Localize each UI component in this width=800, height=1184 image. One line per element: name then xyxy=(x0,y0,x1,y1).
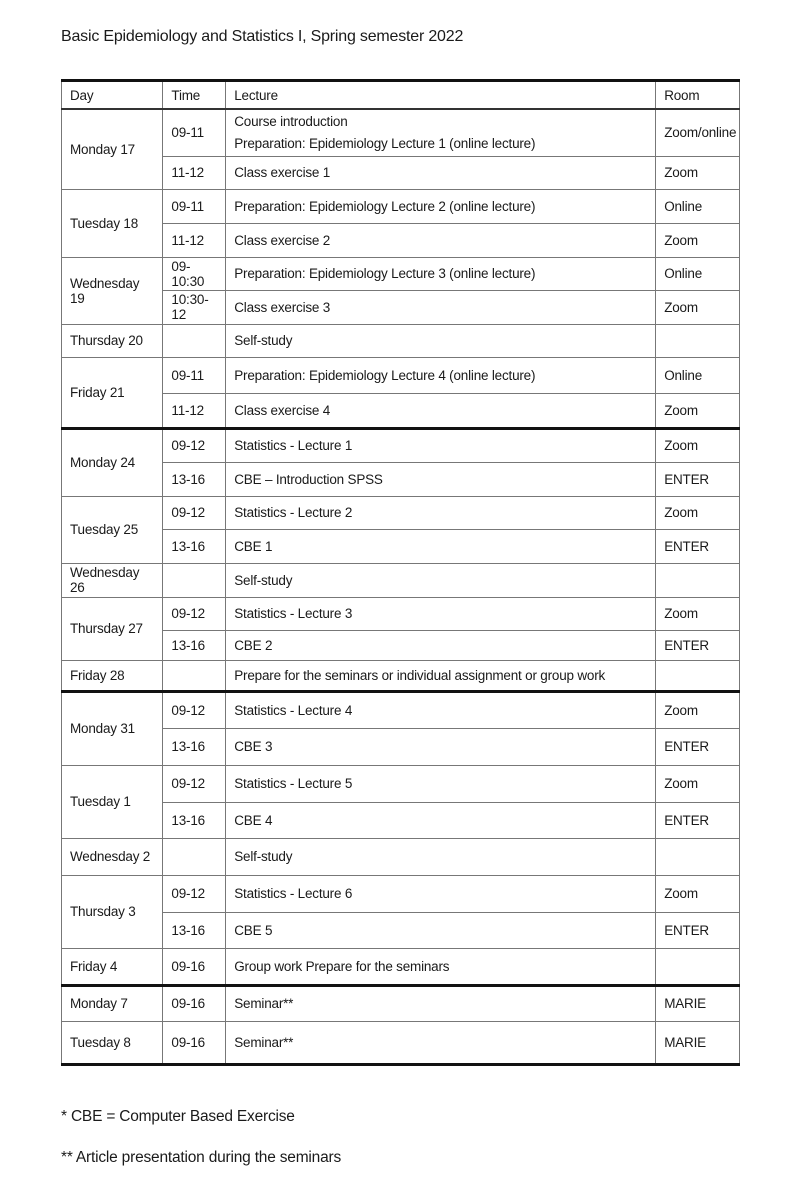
room-cell xyxy=(656,660,740,691)
time-cell: 11-12 xyxy=(163,393,226,428)
lecture-cell: Statistics - Lecture 4 xyxy=(226,691,656,728)
room-cell: ENTER xyxy=(656,529,740,563)
time-cell: 09-11 xyxy=(163,357,226,393)
time-cell: 11-12 xyxy=(163,223,226,257)
time-cell: 13-16 xyxy=(163,728,226,765)
table-row xyxy=(62,109,740,156)
room-cell: ENTER xyxy=(656,802,740,838)
room-cell: Zoom/online xyxy=(656,109,740,156)
table-row xyxy=(62,630,740,660)
day-cell: Wednesday 2 xyxy=(62,838,163,875)
table-row xyxy=(62,597,740,630)
day-cell: Monday 31 xyxy=(62,691,163,765)
table-row xyxy=(62,765,740,802)
room-cell: Online xyxy=(656,257,740,290)
lecture-cell: Class exercise 4 xyxy=(226,393,656,428)
footnote-seminar: ** Article presentation during the seminars xyxy=(61,1149,342,1166)
schedule-table xyxy=(61,79,740,1066)
table-row xyxy=(62,393,740,428)
time-cell: 10:30-12 xyxy=(163,290,226,324)
lecture-cell: Statistics - Lecture 5 xyxy=(226,765,656,802)
lecture-cell: CBE – Introduction SPSS xyxy=(226,462,656,496)
time-cell: 09-12 xyxy=(163,875,226,912)
room-cell: Zoom xyxy=(656,597,740,630)
time-cell: 09-16 xyxy=(163,948,226,985)
time-cell: 11-12 xyxy=(163,156,226,189)
lecture-cell: Prepare for the seminars or individual assignment or group work xyxy=(226,660,656,691)
time-cell: 09-12 xyxy=(163,691,226,728)
lecture-cell: CBE 3 xyxy=(226,728,656,765)
table-header-row xyxy=(62,81,740,110)
day-cell: Wednesday 19 xyxy=(62,257,163,324)
lecture-cell: Class exercise 1 xyxy=(226,156,656,189)
table-row xyxy=(62,563,740,597)
table-row xyxy=(62,357,740,393)
time-cell: 09-12 xyxy=(163,597,226,630)
table-row xyxy=(62,838,740,875)
table-row xyxy=(62,802,740,838)
time-cell: 09-12 xyxy=(163,496,226,529)
day-cell: Wednesday 26 xyxy=(62,563,163,597)
lecture-cell xyxy=(226,109,656,156)
room-cell: ENTER xyxy=(656,728,740,765)
day-cell: Monday 24 xyxy=(62,428,163,496)
lecture-cell: Seminar** xyxy=(226,985,656,1021)
time-cell: 09-12 xyxy=(163,428,226,462)
room-cell: Zoom xyxy=(656,393,740,428)
table-row xyxy=(62,462,740,496)
room-cell xyxy=(656,563,740,597)
table-row xyxy=(62,290,740,324)
room-cell: Zoom xyxy=(656,496,740,529)
time-cell xyxy=(163,838,226,875)
room-cell: Online xyxy=(656,357,740,393)
lecture-cell: Group work Prepare for the seminars xyxy=(226,948,656,985)
table-row xyxy=(62,496,740,529)
table-row xyxy=(62,257,740,290)
lecture-cell: Statistics - Lecture 2 xyxy=(226,496,656,529)
time-cell: 09-16 xyxy=(163,1021,226,1064)
table-row xyxy=(62,189,740,223)
time-cell xyxy=(163,324,226,357)
time-cell: 13-16 xyxy=(163,462,226,496)
room-cell: MARIE xyxy=(656,1021,740,1064)
room-cell: MARIE xyxy=(656,985,740,1021)
lecture-cell: CBE 2 xyxy=(226,630,656,660)
lecture-cell: Preparation: Epidemiology Lecture 4 (online lecture) xyxy=(226,357,656,393)
table-row xyxy=(62,529,740,563)
lecture-cell: Class exercise 2 xyxy=(226,223,656,257)
table-row xyxy=(62,912,740,948)
room-cell: Zoom xyxy=(656,156,740,189)
table-row xyxy=(62,875,740,912)
lecture-line: Preparation: Epidemiology Lecture 1 (online lecture) xyxy=(234,135,536,151)
lecture-cell: Statistics - Lecture 1 xyxy=(226,428,656,462)
room-cell: ENTER xyxy=(656,630,740,660)
table-row xyxy=(62,728,740,765)
room-cell xyxy=(656,948,740,985)
lecture-cell: Self-study xyxy=(226,563,656,597)
room-cell: Zoom xyxy=(656,428,740,462)
table-row xyxy=(62,156,740,189)
time-cell: 09-12 xyxy=(163,765,226,802)
lecture-cell: Self-study xyxy=(226,838,656,875)
day-cell: Tuesday 25 xyxy=(62,496,163,563)
time-cell: 13-16 xyxy=(163,912,226,948)
day-cell: Thursday 20 xyxy=(62,324,163,357)
lecture-cell: CBE 1 xyxy=(226,529,656,563)
room-cell xyxy=(656,838,740,875)
header-time: Time xyxy=(163,81,226,110)
lecture-cell: Seminar** xyxy=(226,1021,656,1064)
day-cell: Tuesday 1 xyxy=(62,765,163,838)
lecture-cell: CBE 5 xyxy=(226,912,656,948)
room-cell: Online xyxy=(656,189,740,223)
time-cell xyxy=(163,660,226,691)
header-day: Day xyxy=(62,81,163,110)
day-cell: Monday 17 xyxy=(62,109,163,189)
lecture-cell: Preparation: Epidemiology Lecture 3 (online lecture) xyxy=(226,257,656,290)
room-cell: ENTER xyxy=(656,462,740,496)
room-cell: Zoom xyxy=(656,223,740,257)
table-row xyxy=(62,223,740,257)
room-cell: Zoom xyxy=(656,691,740,728)
room-cell: Zoom xyxy=(656,765,740,802)
day-cell: Tuesday 18 xyxy=(62,189,163,257)
table-row xyxy=(62,1021,740,1064)
lecture-cell: Self-study xyxy=(226,324,656,357)
day-cell: Tuesday 8 xyxy=(62,1021,163,1064)
room-cell: Zoom xyxy=(656,875,740,912)
table-row xyxy=(62,948,740,985)
table-row xyxy=(62,428,740,462)
day-cell: Thursday 27 xyxy=(62,597,163,660)
day-cell: Friday 28 xyxy=(62,660,163,691)
lecture-line: Course introduction xyxy=(234,113,348,129)
lecture-cell: Class exercise 3 xyxy=(226,290,656,324)
day-cell: Friday 4 xyxy=(62,948,163,985)
lecture-cell: CBE 4 xyxy=(226,802,656,838)
document-title: Basic Epidemiology and Statistics I, Spring semester 2022 xyxy=(61,28,464,45)
header-room: Room xyxy=(656,81,740,110)
time-cell: 09-16 xyxy=(163,985,226,1021)
header-lecture: Lecture xyxy=(226,81,656,110)
table-row xyxy=(62,660,740,691)
time-cell: 09-11 xyxy=(163,189,226,223)
table-row xyxy=(62,985,740,1021)
room-cell: Zoom xyxy=(656,290,740,324)
room-cell: ENTER xyxy=(656,912,740,948)
time-cell: 13-16 xyxy=(163,529,226,563)
day-cell: Monday 7 xyxy=(62,985,163,1021)
day-cell: Friday 21 xyxy=(62,357,163,428)
lecture-cell: Preparation: Epidemiology Lecture 2 (online lecture) xyxy=(226,189,656,223)
time-cell: 13-16 xyxy=(163,802,226,838)
lecture-cell: Statistics - Lecture 6 xyxy=(226,875,656,912)
time-cell: 13-16 xyxy=(163,630,226,660)
room-cell xyxy=(656,324,740,357)
lecture-cell: Statistics - Lecture 3 xyxy=(226,597,656,630)
table-row xyxy=(62,691,740,728)
table-row xyxy=(62,324,740,357)
time-cell: 09-11 xyxy=(163,109,226,156)
footnote-cbe: * CBE = Computer Based Exercise xyxy=(61,1108,295,1125)
day-cell: Thursday 3 xyxy=(62,875,163,948)
time-cell: 09-10:30 xyxy=(163,257,226,290)
time-cell xyxy=(163,563,226,597)
